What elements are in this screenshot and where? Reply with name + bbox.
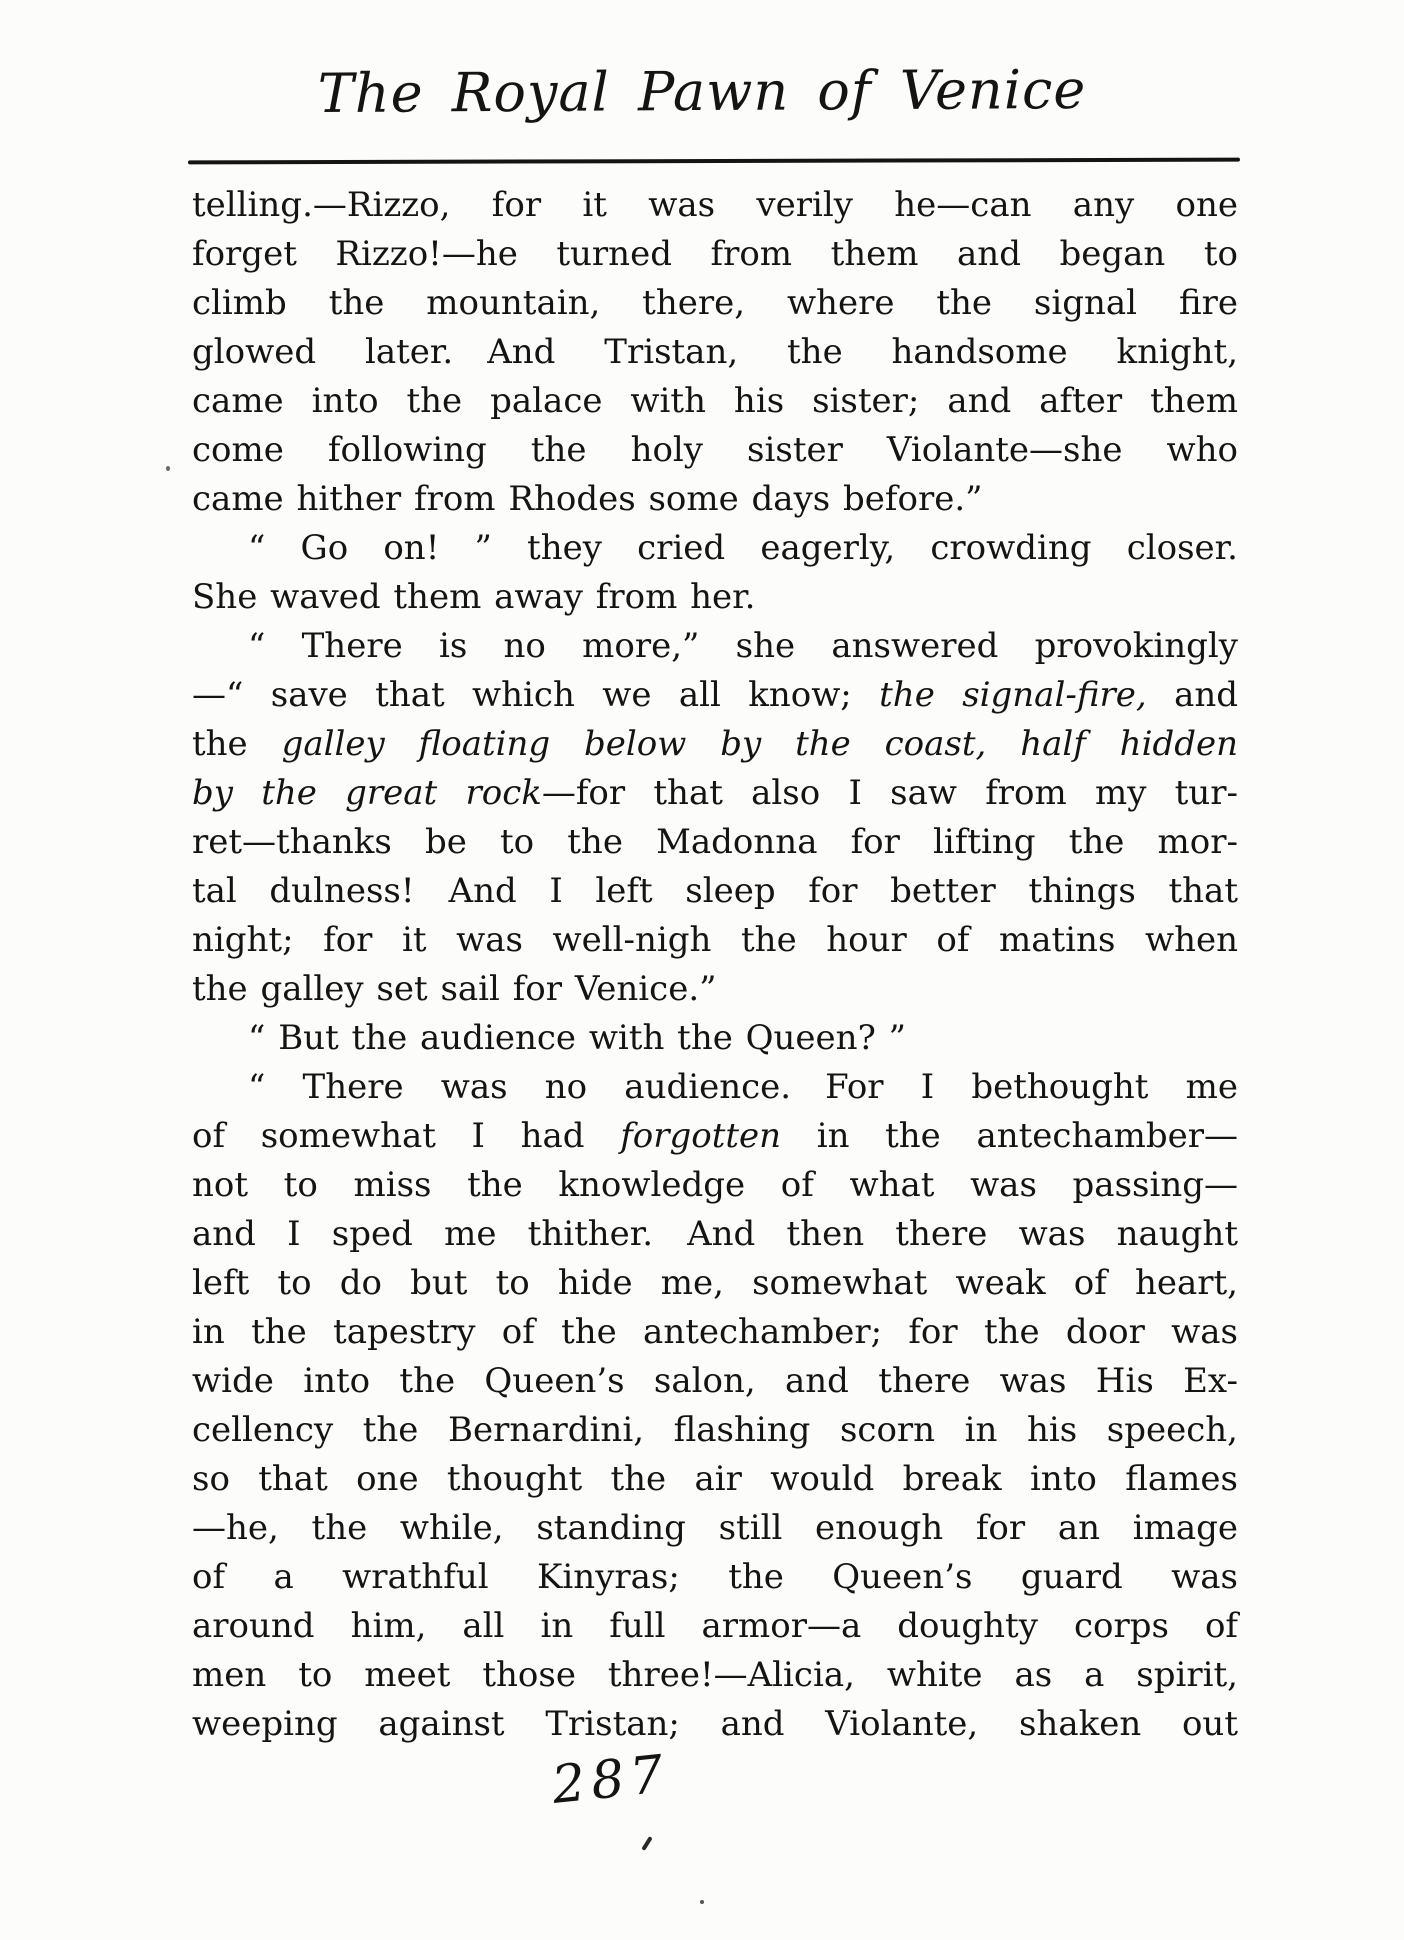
text-line: [192, 230, 1238, 279]
text-line: [192, 1553, 1238, 1602]
body-text: in the tapestry of the antechamber; for the door was: [192, 1312, 1238, 1352]
italic-text: galley floating below by the coast, half hidden: [281, 724, 1239, 764]
body-text: telling.—Rizzo, for it was verily he—can any one: [192, 185, 1238, 225]
body-text: of a wrathful Kinyras; the Queen’s guard was: [192, 1557, 1238, 1597]
body-text: “ But the audience with the Queen? ”: [248, 1018, 906, 1058]
text-line: [192, 524, 1238, 573]
body-text: “ There is no more,” she answered provokingly: [248, 626, 1238, 666]
body-text: —he, the while, standing still enough for an image: [192, 1508, 1238, 1548]
body-text: of somewhat I had: [192, 1116, 621, 1156]
text-line: [192, 1357, 1238, 1406]
text-line: [192, 1112, 1238, 1161]
body-text: She waved them away from her.: [192, 577, 756, 617]
body-text: ret—thanks be to the Madonna for lifting the mor-: [192, 822, 1238, 862]
body-text: the galley set sail for Venice.”: [192, 969, 717, 1009]
text-line: [192, 818, 1238, 867]
text-line: [192, 1504, 1238, 1553]
italic-text: forgotten: [620, 1116, 782, 1156]
text-line: [192, 622, 1238, 671]
page-text: [192, 181, 1238, 1749]
body-text: forget Rizzo!—he turned from them and began to: [192, 234, 1238, 274]
body-text: came into the palace with his sister; and after them: [192, 381, 1238, 421]
scan-speck: [641, 1836, 652, 1851]
text-line: [192, 1210, 1238, 1259]
running-head-title: The Royal Pawn of Venice: [317, 57, 1087, 126]
body-text: left to do but to hide me, somewhat weak of heart,: [192, 1263, 1238, 1303]
text-line: [192, 1651, 1238, 1700]
body-text: come following the holy sister Violante—she who: [192, 430, 1238, 470]
header-rule: [188, 158, 1240, 165]
body-text: in the antechamber—: [781, 1116, 1238, 1156]
body-text: climb the mountain, there, where the signal fire: [192, 283, 1238, 323]
text-line: [192, 573, 1238, 622]
body-text: cellency the Bernardini, flashing scorn in his speech,: [192, 1410, 1238, 1450]
text-line: [192, 1308, 1238, 1357]
body-text: around him, all in full armor—a doughty corps of: [192, 1606, 1238, 1646]
italic-text: the signal-fire,: [879, 675, 1147, 715]
text-line: [192, 1455, 1238, 1504]
body-text: so that one thought the air would break into flames: [192, 1459, 1238, 1499]
body-text: glowed later. And Tristan, the handsome knight,: [192, 332, 1238, 372]
body-text: the: [192, 724, 282, 764]
text-line: [192, 720, 1238, 769]
body-text: —“ save that which we all know;: [192, 675, 880, 715]
body-text: weeping against Tristan; and Violante, shaken out: [192, 1704, 1238, 1744]
text-line: [192, 769, 1238, 818]
text-line: [192, 671, 1238, 720]
body-text: and: [1146, 675, 1238, 715]
text-line: [192, 1602, 1238, 1651]
italic-text: by the great rock: [192, 773, 542, 813]
scan-speck: [166, 466, 170, 471]
body-text: and I sped me thither. And then there was naught: [192, 1214, 1238, 1254]
text-line: [192, 867, 1238, 916]
text-line: [192, 1161, 1238, 1210]
text-line: [192, 1014, 1238, 1063]
text-line: [192, 328, 1238, 377]
body-text: wide into the Queen’s salon, and there was His Ex-: [192, 1361, 1238, 1401]
scan-speck: [700, 1900, 704, 1904]
text-line: [192, 426, 1238, 475]
body-text: came hither from Rhodes some days before.”: [192, 479, 983, 519]
text-line: [192, 1406, 1238, 1455]
text-line: [192, 1700, 1238, 1749]
body-text: “ There was no audience. For I bethought me: [248, 1067, 1238, 1107]
text-line: [192, 181, 1238, 230]
body-text: tal dulness! And I left sleep for better things that: [192, 871, 1238, 911]
page-number: 287: [549, 1744, 673, 1816]
text-line: [192, 965, 1238, 1014]
text-line: [192, 475, 1238, 524]
text-line: [192, 1259, 1238, 1308]
body-text: night; for it was well-nigh the hour of matins when: [192, 920, 1238, 960]
text-line: [192, 279, 1238, 328]
body-text: men to meet those three!—Alicia, white as a spirit,: [192, 1655, 1238, 1695]
body-text: “ Go on! ” they cried eagerly, crowding closer.: [248, 528, 1238, 568]
text-line: [192, 916, 1238, 965]
body-text: not to miss the knowledge of what was passing—: [192, 1165, 1238, 1205]
text-line: [192, 1063, 1238, 1112]
body-text: —for that also I saw from my tur-: [541, 773, 1238, 813]
text-line: [192, 377, 1238, 426]
